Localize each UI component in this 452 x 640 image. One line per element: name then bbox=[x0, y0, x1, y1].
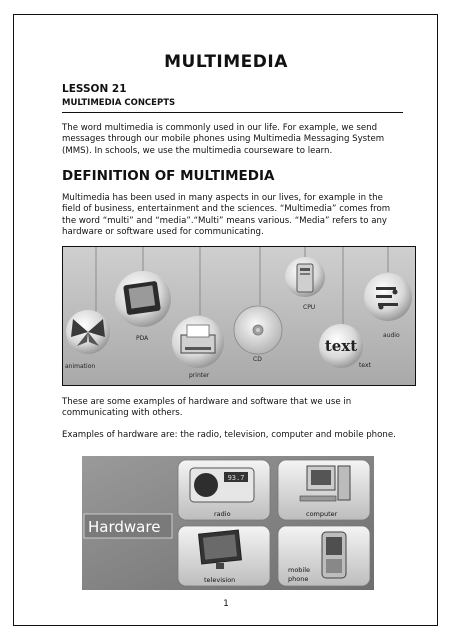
mobile-phone-icon bbox=[322, 532, 346, 578]
lesson-number: LESSON 21 bbox=[62, 83, 127, 95]
label-mobile-line1: mobile bbox=[288, 566, 311, 574]
computer-icon bbox=[300, 466, 350, 501]
label-radio: radio bbox=[214, 510, 231, 518]
multimedia-illustration bbox=[63, 247, 414, 384]
label-text: text bbox=[359, 362, 371, 369]
examples-paragraph: These are some examples of hardware and software that we use in communicating with others. bbox=[62, 397, 352, 419]
text-logo: text bbox=[324, 337, 358, 355]
mobile-phone-tile bbox=[278, 526, 370, 586]
hardware-paragraph: Examples of hardware are: the radio, television, computer and mobile phone. bbox=[62, 430, 396, 440]
definition-paragraph: Multimedia has been used in many aspects in our lives, for example in the field of business, entertainment and the sciences. “Multimedia” comes from the word “multi” and “media”.“Multi” means various. “Media” refers to any hardware or software used for communicating. bbox=[62, 193, 391, 238]
heading-divider bbox=[62, 112, 403, 113]
label-mobile-line2: phone bbox=[288, 575, 309, 583]
butterfly-icon bbox=[66, 310, 110, 354]
radio-tile bbox=[178, 460, 270, 520]
label-animation: animation bbox=[65, 363, 96, 370]
label-television: television bbox=[204, 576, 236, 584]
hardware-illustration bbox=[82, 456, 374, 590]
section-heading: DEFINITION OF MULTIMEDIA bbox=[62, 168, 275, 184]
hardware-banner-title: Hardware bbox=[88, 518, 161, 536]
label-printer: printer bbox=[189, 372, 210, 379]
lesson-subtitle: MULTIMEDIA CONCEPTS bbox=[62, 98, 176, 108]
television-tile bbox=[178, 526, 270, 586]
page-number: 1 bbox=[223, 599, 229, 609]
label-cd: CD bbox=[253, 356, 262, 363]
label-pda: PDA bbox=[136, 335, 149, 342]
label-audio: audio bbox=[383, 332, 400, 339]
label-computer: computer bbox=[306, 510, 338, 518]
cpu-icon bbox=[285, 257, 325, 297]
radio-display: 93.7 bbox=[227, 474, 245, 482]
intro-paragraph: The word multimedia is commonly used in our life. For example, we send messages through our mobile phones using Multimedia Messaging System (MMS). In schools, we use the multimedia courseware to learn. bbox=[62, 123, 385, 156]
pda-icon bbox=[115, 271, 171, 327]
hardware-figure bbox=[82, 456, 374, 590]
text-logo-icon bbox=[319, 324, 363, 368]
cd-icon bbox=[234, 306, 282, 354]
label-cpu: CPU bbox=[303, 304, 316, 311]
printer-icon bbox=[172, 316, 224, 368]
page-title: MULTIMEDIA bbox=[164, 52, 288, 72]
audio-icon bbox=[364, 273, 412, 321]
multimedia-figure bbox=[62, 246, 416, 386]
computer-tile bbox=[278, 460, 370, 520]
